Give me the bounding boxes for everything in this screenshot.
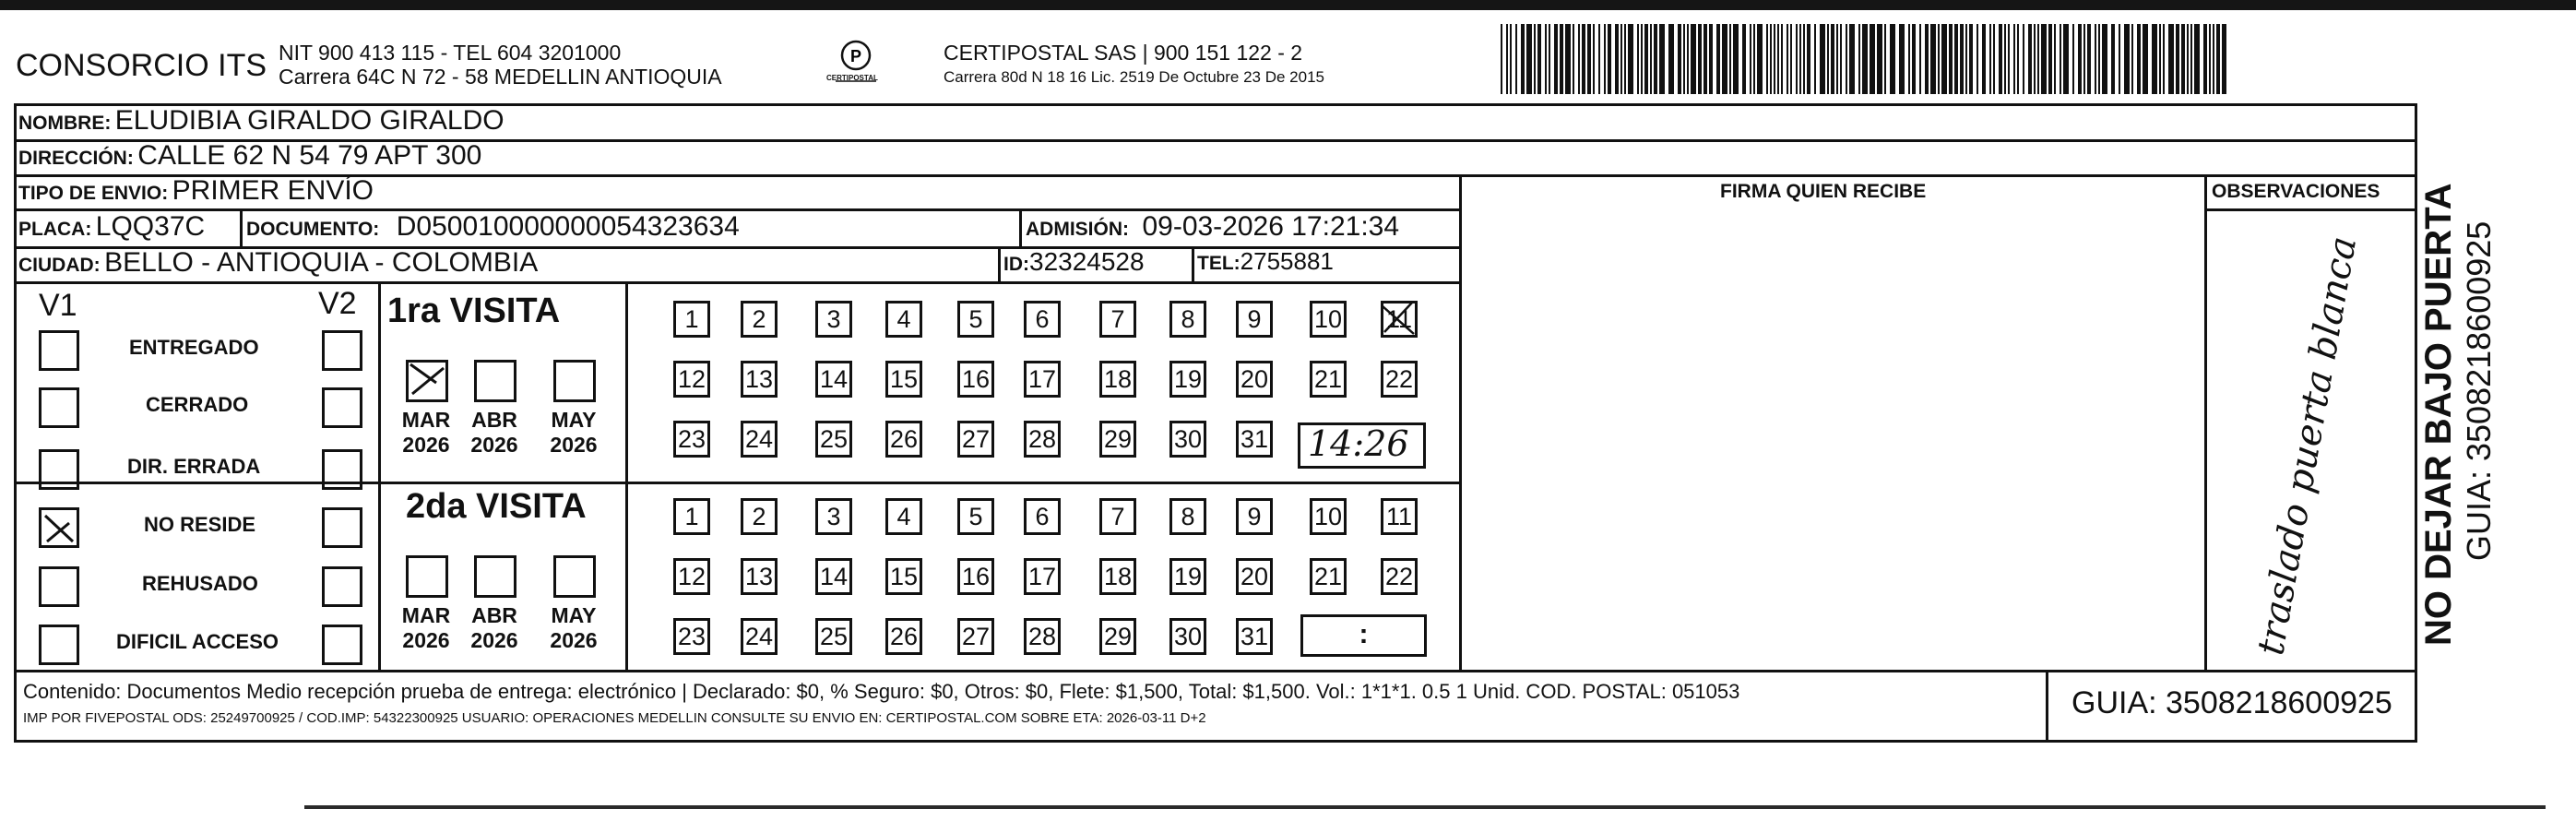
visit1-day-12[interactable]: 12 (673, 361, 710, 398)
visit2-day-19[interactable]: 19 (1169, 558, 1206, 595)
visit2-day-11[interactable]: 11 (1381, 498, 1418, 535)
barcode-icon (1501, 24, 2226, 94)
visit1-day-16[interactable]: 16 (957, 361, 994, 398)
v2-checkbox-0[interactable] (322, 330, 362, 371)
visit1-day-11[interactable]: 11 (1381, 301, 1418, 338)
visit2-day-2[interactable]: 2 (741, 498, 778, 535)
visit1-day-21[interactable]: 21 (1310, 361, 1347, 398)
id-label: ID: (1003, 254, 1029, 275)
placa-value: LQQ37C (95, 211, 206, 242)
nombre-label: NOMBRE: (18, 113, 112, 134)
tipo-label: TIPO DE ENVIO: (18, 183, 169, 204)
firma-header: FIRMA QUIEN RECIBE (1720, 181, 1927, 202)
nombre-row (18, 105, 505, 137)
visit2-day-17[interactable]: 17 (1024, 558, 1061, 595)
bottom-border (304, 805, 2546, 809)
v1-checkbox-2[interactable] (39, 449, 79, 490)
no-dejar-bajo-puerta: NO DEJAR BAJO PUERTA (2418, 183, 2459, 646)
visit2-title: 2da VISITA (406, 487, 587, 526)
visit2-month-mar[interactable] (406, 555, 448, 598)
visit2-time-box[interactable]: : (1300, 614, 1427, 657)
visit2-day-29[interactable]: 29 (1099, 618, 1136, 655)
visit1-day-1[interactable]: 1 (673, 301, 710, 338)
status-label-1: CERRADO (146, 393, 249, 416)
admision-field (1026, 211, 1399, 243)
visit1-day-4[interactable]: 4 (885, 301, 922, 338)
carrier-address: Carrera 80d N 18 16 Lic. 2519 De Octubre 23 De 2015 (944, 68, 1324, 86)
visit1-month-abr[interactable] (474, 360, 516, 402)
visit1-day-8[interactable]: 8 (1169, 301, 1206, 338)
placa-field (18, 211, 205, 243)
certipostal-logo (819, 37, 893, 92)
visit1-title: 1ra VISITA (387, 292, 561, 330)
visit1-day-23[interactable]: 23 (673, 421, 710, 458)
visit2-day-26[interactable]: 26 (885, 618, 922, 655)
observaciones-handwritten: traslado puerta blanca (2250, 232, 2366, 659)
tel-field (1197, 247, 1334, 276)
tipo-value: PRIMER ENVÍO (172, 175, 374, 206)
visit1-day-10[interactable]: 10 (1310, 301, 1347, 338)
status-label-4: REHUSADO (142, 572, 258, 595)
visit1-day-2[interactable]: 2 (741, 301, 778, 338)
status-label-3: NO RESIDE (144, 513, 256, 536)
visit2-day-27[interactable]: 27 (957, 618, 994, 655)
company-name: CONSORCIO ITS (16, 48, 267, 83)
visit1-day-29[interactable]: 29 (1099, 421, 1136, 458)
visit1-time-box[interactable]: 14:26 (1298, 422, 1426, 469)
visit1-day-18[interactable]: 18 (1099, 361, 1136, 398)
visit2-day-28[interactable]: 28 (1024, 618, 1061, 655)
visit2-day-31[interactable]: 31 (1236, 618, 1273, 655)
visit1-day-9[interactable]: 9 (1236, 301, 1273, 338)
visit1-day-27[interactable]: 27 (957, 421, 994, 458)
visit1-month-label-may: MAY 2026 (550, 408, 598, 457)
carrier-name: CERTIPOSTAL SAS | 900 151 122 - 2 (944, 41, 1303, 65)
side-guia: GUIA: 3508218600925 (2460, 220, 2498, 561)
visit2-month-label-may: MAY 2026 (550, 603, 598, 652)
v2-checkbox-2[interactable] (322, 449, 362, 490)
visit1-day-19[interactable]: 19 (1169, 361, 1206, 398)
footer-imp: IMP POR FIVEPOSTAL ODS: 25249700925 / COD.IMP: 54322300925 USUARIO: OPERACIONES MEDELLIN CONSULTE SU ENVIO EN: CERTIPOSTAL.COM SOBRE ETA: 2026-03-11 D+2 (23, 710, 1206, 726)
visit1-day-13[interactable]: 13 (741, 361, 778, 398)
visit1-month-label-mar: MAR 2026 (401, 408, 451, 457)
visit2-day-9[interactable]: 9 (1236, 498, 1273, 535)
visit1-day-28[interactable]: 28 (1024, 421, 1061, 458)
svg-text:P: P (849, 47, 862, 65)
observaciones-header: OBSERVACIONES (2212, 181, 2380, 202)
placa-label: PLACA: (18, 219, 92, 240)
visit2-month-label-mar: MAR 2026 (401, 603, 451, 652)
signature-area[interactable] (1462, 211, 2204, 670)
visit1-day-22[interactable]: 22 (1381, 361, 1418, 398)
visit2-day-6[interactable]: 6 (1024, 498, 1061, 535)
visit1-day-26[interactable]: 26 (885, 421, 922, 458)
visit2-day-3[interactable]: 3 (815, 498, 852, 535)
logo-text: CERTIPOSTAL (826, 74, 878, 82)
visit2-month-may[interactable] (553, 555, 596, 598)
visit1-day-5[interactable]: 5 (957, 301, 994, 338)
id-field (1003, 247, 1145, 277)
admision-value: 09-03-2026 17:21:34 (1142, 211, 1400, 242)
visit2-month-label-abr: ABR 2026 (470, 603, 518, 652)
status-label-5: DIFICIL ACCESO (116, 630, 279, 653)
footer-contenido: Contenido: Documentos Medio recepción prueba de entrega: electrónico | Declarado: $0, % Seguro: $0, Otros: $0, Flete: $1,500, Total: $1,500. Vol.: 1*1*1. 0.5 1 Unid. COD. POSTAL: 051053 (23, 680, 1740, 703)
visit1-day-31[interactable]: 31 (1236, 421, 1273, 458)
visit2-day-18[interactable]: 18 (1099, 558, 1136, 595)
tel-label: TEL: (1197, 253, 1241, 274)
direccion-row (18, 140, 481, 172)
visit2-day-30[interactable]: 30 (1169, 618, 1206, 655)
visit1-month-may[interactable] (553, 360, 596, 402)
visit2-day-20[interactable]: 20 (1236, 558, 1273, 595)
top-border (0, 0, 2576, 10)
status-label-0: ENTREGADO (129, 336, 259, 359)
visit1-day-6[interactable]: 6 (1024, 301, 1061, 338)
visit2-day-12[interactable]: 12 (673, 558, 710, 595)
documento-value: D050010000000054323634 (396, 211, 740, 242)
visit2-day-21[interactable]: 21 (1310, 558, 1347, 595)
visit1-day-7[interactable]: 7 (1099, 301, 1136, 338)
documento-label: DOCUMENTO: (246, 219, 380, 240)
v1-checkbox-0[interactable] (39, 330, 79, 371)
tipo-row (18, 175, 374, 207)
visit2-day-25[interactable]: 25 (815, 618, 852, 655)
ciudad-value: BELLO - ANTIOQUIA - COLOMBIA (104, 247, 539, 278)
visit2-day-8[interactable]: 8 (1169, 498, 1206, 535)
v1-checkbox-4[interactable] (39, 566, 79, 607)
ciudad-field (18, 247, 538, 279)
v2-checkbox-5[interactable] (322, 625, 362, 665)
visit2-day-15[interactable]: 15 (885, 558, 922, 595)
visit1-month-mar[interactable] (406, 360, 448, 402)
tel-value: 2755881 (1240, 247, 1334, 275)
v2-checkbox-3[interactable] (322, 507, 362, 548)
visit2-day-14[interactable]: 14 (815, 558, 852, 595)
visit1-day-30[interactable]: 30 (1169, 421, 1206, 458)
visit1-month-label-abr: ABR 2026 (470, 408, 518, 457)
direccion-value: CALLE 62 N 54 79 APT 300 (137, 140, 482, 171)
v2-checkbox-1[interactable] (322, 387, 362, 428)
visit1-day-15[interactable]: 15 (885, 361, 922, 398)
admision-label: ADMISIÓN: (1026, 219, 1129, 240)
v1-checkbox-1[interactable] (39, 387, 79, 428)
visit2-day-13[interactable]: 13 (741, 558, 778, 595)
visit2-day-23[interactable]: 23 (673, 618, 710, 655)
visit2-day-10[interactable]: 10 (1310, 498, 1347, 535)
footer-guia: GUIA: 3508218600925 (2071, 685, 2392, 720)
visit2-day-1[interactable]: 1 (673, 498, 710, 535)
company-nit: NIT 900 413 115 - TEL 604 3201000 (279, 41, 622, 65)
visit1-day-3[interactable]: 3 (815, 301, 852, 338)
direccion-label: DIRECCIÓN: (18, 148, 134, 169)
visit2-day-22[interactable]: 22 (1381, 558, 1418, 595)
visit1-day-25[interactable]: 25 (815, 421, 852, 458)
visit2-day-24[interactable]: 24 (741, 618, 778, 655)
id-value: 32324528 (1029, 247, 1145, 276)
visit1-day-20[interactable]: 20 (1236, 361, 1273, 398)
v1-checkbox-5[interactable] (39, 625, 79, 665)
visit2-day-4[interactable]: 4 (885, 498, 922, 535)
visit1-day-24[interactable]: 24 (741, 421, 778, 458)
visit1-day-17[interactable]: 17 (1024, 361, 1061, 398)
visit2-month-abr[interactable] (474, 555, 516, 598)
v2-label: V2 (318, 286, 357, 321)
ciudad-label: CIUDAD: (18, 255, 101, 276)
v1-checkbox-3[interactable] (39, 507, 79, 548)
v2-checkbox-4[interactable] (322, 566, 362, 607)
documento-field (246, 211, 740, 243)
visit2-day-5[interactable]: 5 (957, 498, 994, 535)
visit2-day-7[interactable]: 7 (1099, 498, 1136, 535)
visit2-day-16[interactable]: 16 (957, 558, 994, 595)
status-label-2: DIR. ERRADA (127, 455, 261, 478)
visit1-day-14[interactable]: 14 (815, 361, 852, 398)
v1-label: V1 (39, 288, 77, 323)
company-address: Carrera 64C N 72 - 58 MEDELLIN ANTIOQUIA (279, 65, 722, 89)
nombre-value: ELUDIBIA GIRALDO GIRALDO (114, 105, 505, 136)
